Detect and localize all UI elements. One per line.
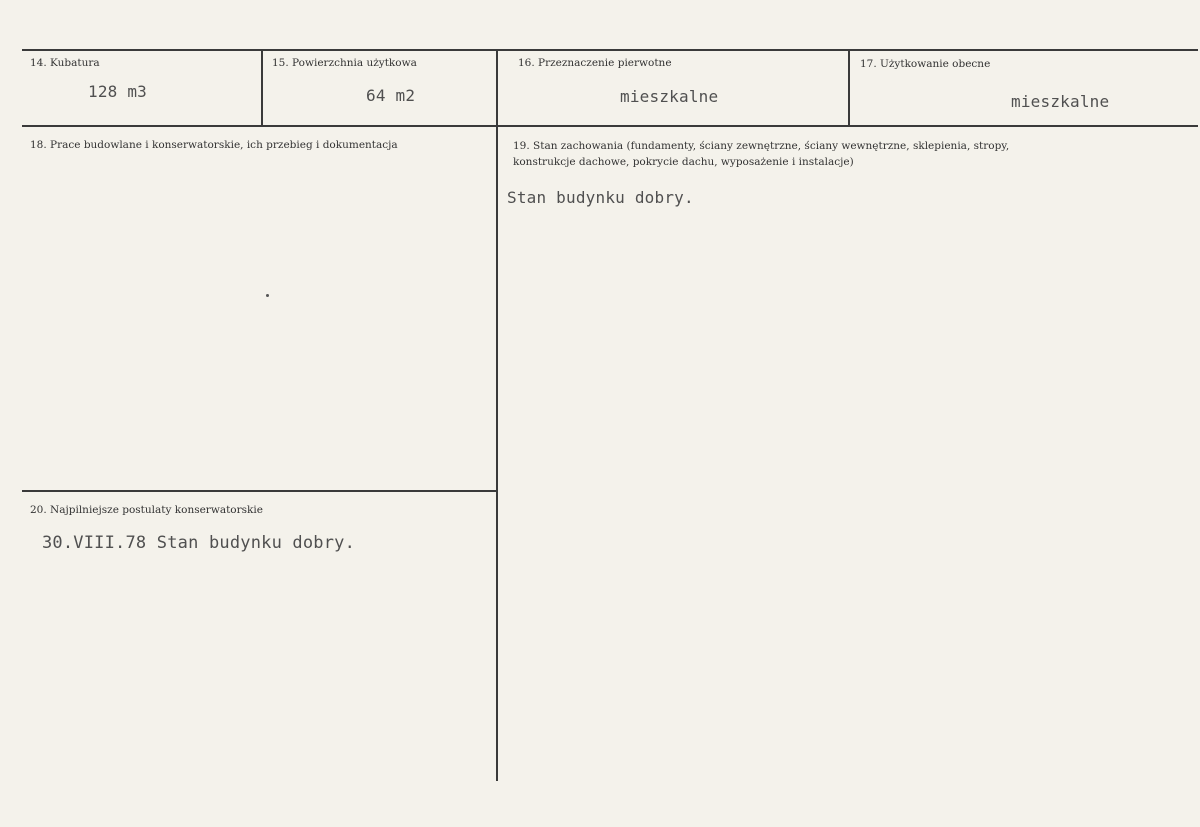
- field-15-label: 15. Powierzchnia użytkowa: [272, 57, 417, 69]
- field-16-value: mieszkalne: [620, 87, 719, 106]
- field-18-label: 18. Prace budowlane i konserwatorskie, ich przebieg i dokumentacja: [30, 139, 398, 151]
- field-20-value: 30.VIII.78 Stan budynku dobry.: [42, 533, 356, 553]
- col-divider-2: [496, 49, 498, 781]
- col-divider-1: [261, 49, 263, 127]
- field-17-value: mieszkalne: [1011, 92, 1110, 111]
- field-19-label-line1: 19. Stan zachowania (fundamenty, ściany zewnętrzne, ściany wewnętrzne, sklepienia, stropy,: [513, 140, 1010, 152]
- field-14-label: 14. Kubatura: [30, 57, 100, 69]
- field-15-value: 64 m2: [366, 86, 416, 105]
- paper-speck: [266, 294, 269, 297]
- section-18-20-divider-line: [22, 490, 496, 492]
- field-19-value: Stan budynku dobry.: [507, 188, 694, 207]
- field-17-label: 17. Użytkowanie obecne: [860, 58, 991, 70]
- col-divider-3: [848, 49, 850, 127]
- field-14-value: 128 m3: [88, 82, 147, 101]
- field-19-label-line2: konstrukcje dachowe, pokrycie dachu, wyposażenie i instalacje): [513, 156, 854, 168]
- field-16-label: 16. Przeznaczenie pierwotne: [518, 57, 672, 69]
- field-20-label: 20. Najpilniejsze postulaty konserwatorskie: [30, 504, 263, 516]
- top-border-line: [22, 49, 1198, 51]
- row-divider-line: [22, 125, 1198, 127]
